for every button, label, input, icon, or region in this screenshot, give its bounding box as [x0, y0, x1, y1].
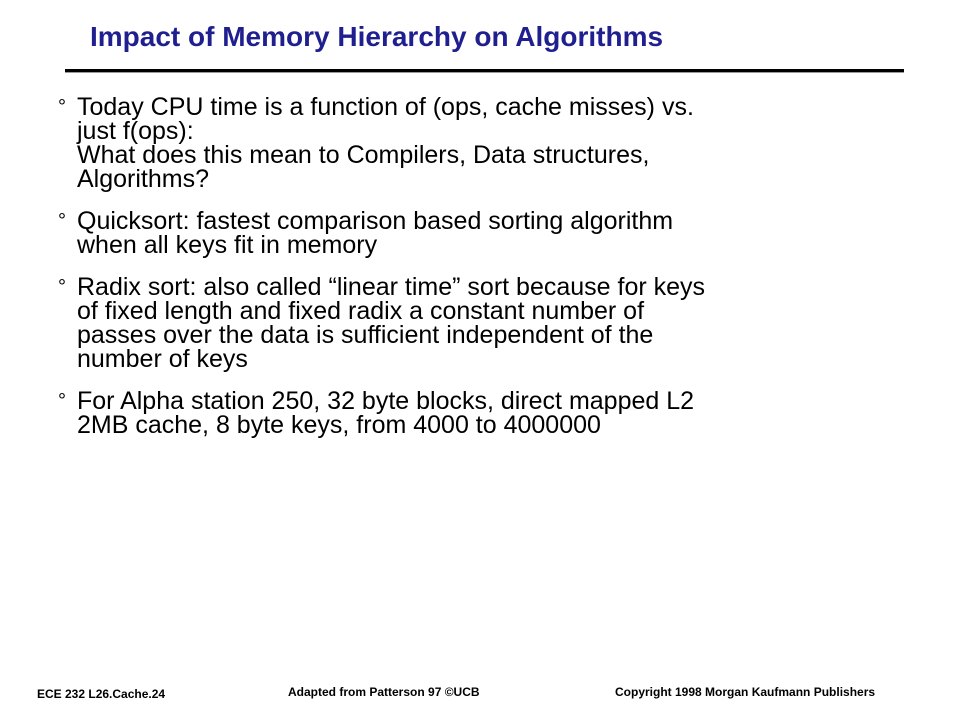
bullet-symbol: ° [58, 276, 66, 298]
bullet-item [58, 209, 918, 257]
bullet-list [58, 95, 918, 455]
bullet-symbol: ° [58, 96, 66, 118]
bullet-item [58, 389, 918, 437]
slide-title: Impact of Memory Hierarchy on Algorithms [90, 21, 664, 52]
bullet-line: For Alpha station 250, 32 byte blocks, direct mapped L2 [77, 387, 695, 415]
bullet-text [77, 95, 694, 191]
bullet-line: just f(ops): [77, 117, 194, 145]
bullet-line: passes over the data is sufficient independent of the [77, 321, 654, 349]
bullet-line: 2MB cache, 8 byte keys, from 4000 to 4000000 [77, 411, 601, 439]
bullet-line: of fixed length and fixed radix a constant number of [77, 297, 645, 325]
bullet-item [58, 275, 918, 371]
bullet-symbol: ° [58, 210, 66, 232]
bullet-line: Algorithms? [77, 165, 209, 193]
bullet-text [77, 209, 673, 257]
bullet-text [77, 275, 705, 371]
bullet-line: What does this mean to Compilers, Data structures, [77, 141, 650, 169]
bullet-symbol: ° [58, 390, 66, 412]
bullet-line: Today CPU time is a function of (ops, cache misses) vs. [77, 93, 694, 121]
title-divider [65, 69, 904, 73]
bullet-line: number of keys [77, 345, 248, 373]
bullet-text [77, 389, 694, 437]
bullet-line: Quicksort: fastest comparison based sorting algorithm [77, 207, 674, 235]
bullet-item [58, 95, 918, 191]
footer-copyright: Copyright 1998 Morgan Kaufmann Publishers [615, 685, 876, 699]
footer-attribution: Adapted from Patterson 97 ©UCB [288, 685, 480, 699]
footer-course-label: ECE 232 L26.Cache.24 [37, 687, 166, 701]
bullet-line: Radix sort: also called “linear time” sort because for keys [77, 273, 706, 301]
bullet-line: when all keys fit in memory [77, 231, 378, 259]
